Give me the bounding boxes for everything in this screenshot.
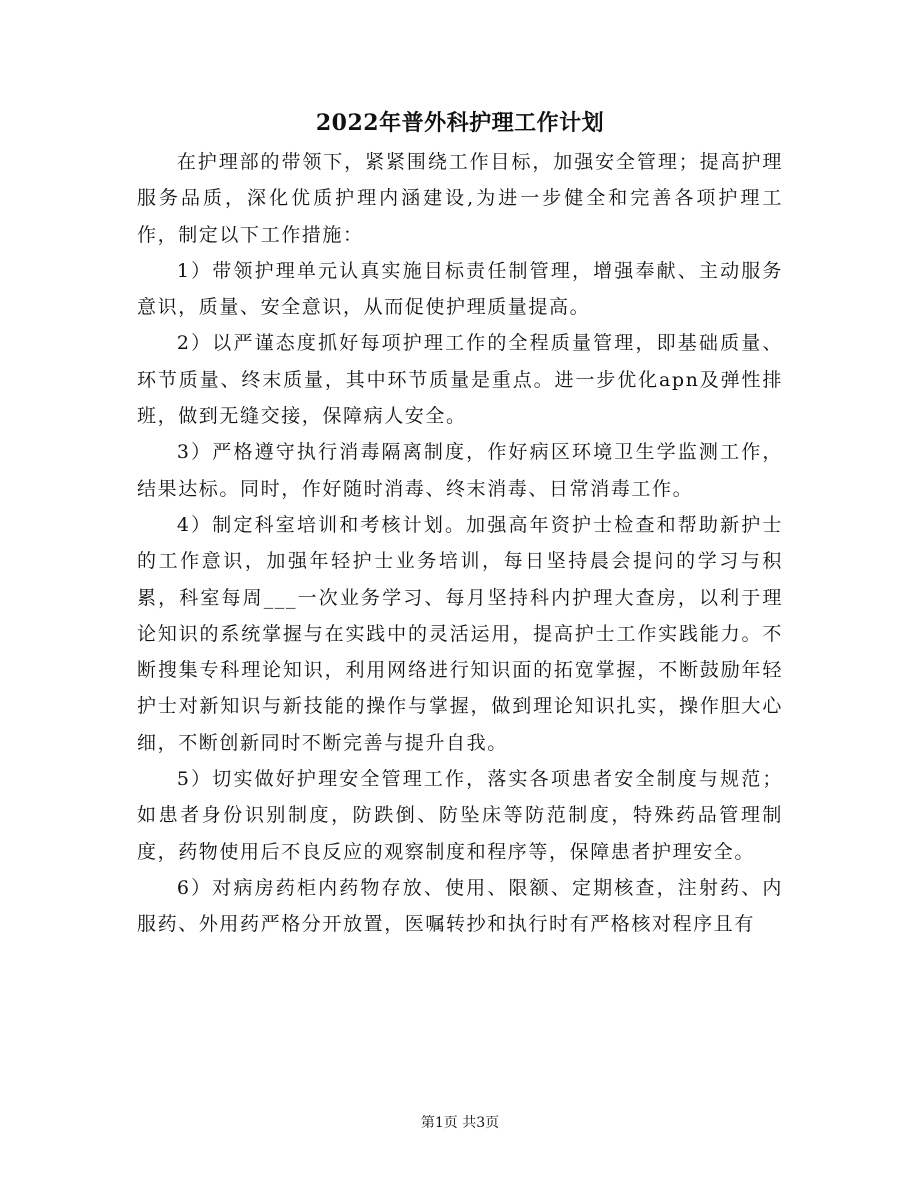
paragraph-item-1: 1）带领护理单元认真实施目标责任制管理，增强奉献、主动服务意识，质量、安全意识，从而促使护理质量提高。 bbox=[137, 259, 783, 319]
document-title: 2022年普外科护理工作计划 bbox=[315, 110, 605, 136]
paragraph-item-4: 4）制定科室培训和考核计划。加强高年资护士检查和帮助新护士的工作意识，加强年轻护士业务培训，每日坚持晨会提问的学习与积累，科室每周___一次业务学习、每月坚持科内护理大查房，以利于理论知识的系统掌握与在实践中的灵活运用，提高护士工作实践能力。不断搜集专科理论知识，利用网络进行知识面的拓宽掌握，不断鼓励年轻护士对新知识与新技能的操作与掌握，做到理论知识扎实，操作胆大心细，不断创新同时不断完善与提升自我。 bbox=[137, 513, 783, 754]
paragraph-item-3: 3）严格遵守执行消毒隔离制度，作好病区环境卫生学监测工作，结果达标。同时，作好随时消毒、终末消毒、日常消毒工作。 bbox=[137, 441, 783, 500]
paragraph-item-5: 5）切实做好护理安全管理工作，落实各项患者安全制度与规范；如患者身份识别制度，防跌倒、防坠床等防范制度，特殊药品管理制度，药物使用后不良反应的观察制度和程序等，保障患者护理安全。 bbox=[137, 768, 783, 863]
paragraph-item-2: 2）以严谨态度抓好每项护理工作的全程质量管理，即基础质量、环节质量、终末质量，其中环节质量是重点。进一步优化apn及弹性排班，做到无缝交接，保障病人安全。 bbox=[137, 332, 783, 428]
page-number-footer: 第1页 共3页 bbox=[420, 1115, 500, 1131]
document-body bbox=[137, 144, 783, 943]
paragraph-intro: 在护理部的带领下，紧紧围绕工作目标，加强安全管理；提高护理服务品质，深化优质护理内涵建设,为进一步健全和完善各项护理工作，制定以下工作措施： bbox=[137, 151, 783, 246]
paragraph-item-6: 6）对病房药柜内药物存放、使用、限额、定期核查，注射药、内服药、外用药严格分开放置，医嘱转抄和执行时有严格核对程序且有 bbox=[137, 876, 783, 936]
